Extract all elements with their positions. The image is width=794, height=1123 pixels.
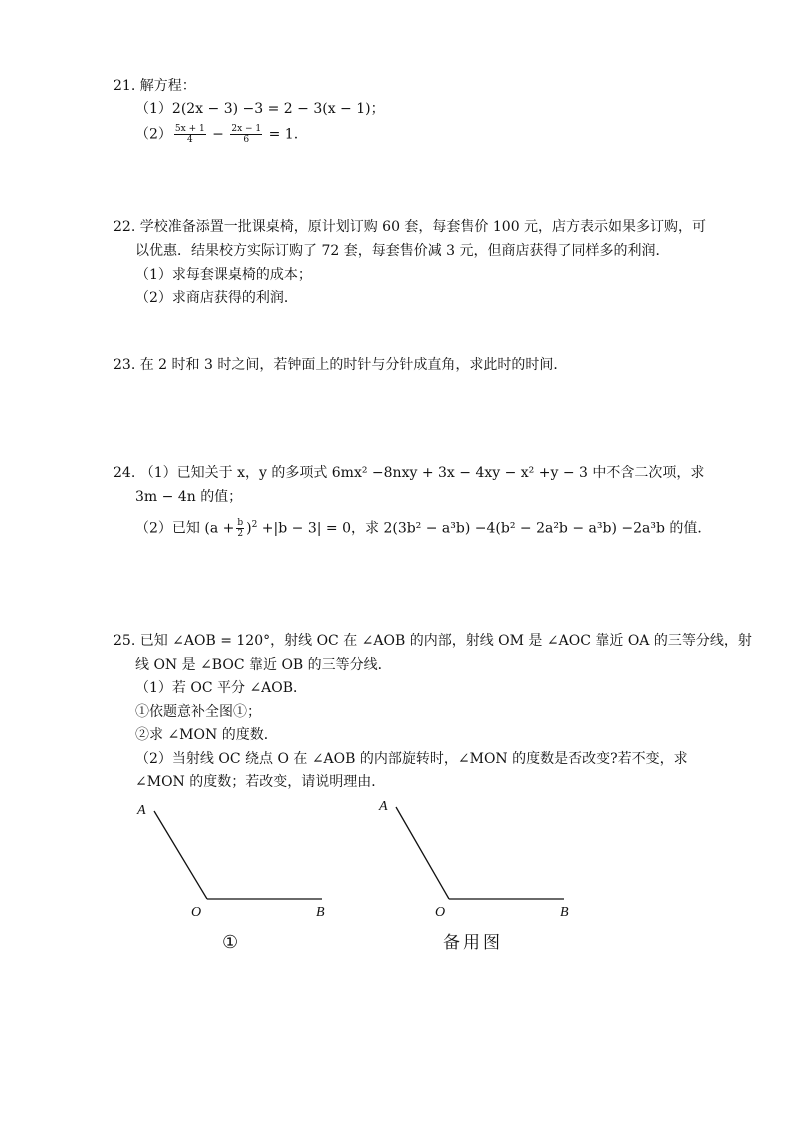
q22-line1: 22. 学校准备添置一批课桌椅，原计划订购 60 套，每套售价 100 元，店方表示如果多订购，可 [113, 219, 707, 235]
q21-fraction-2 [230, 124, 262, 145]
label-a: A [379, 799, 388, 814]
q21-part2 [135, 124, 298, 145]
q25-part2-line1: （2）当射线 OC 绕点 O 在 ∠AOB 的内部旋转时，∠MON 的度数是否改变?若不变，求 [135, 751, 688, 767]
q24-paren-close: ) [246, 520, 252, 537]
figure-2-angle-diagram [372, 791, 592, 923]
q21-f2-numerator: 2x − 1 [231, 124, 262, 134]
label-a: A [137, 803, 146, 818]
figure-2-caption: 备用图 [443, 933, 503, 953]
figure-1-angle-diagram [130, 795, 350, 925]
q25-line1: 25. 已知 ∠AOB = 120°，射线 OC 在 ∠AOB 的内部，射线 OM 是 ∠AOC 靠近 OA 的三等分线，射 [113, 633, 752, 649]
q24-square: 2 [251, 520, 258, 530]
q24-part2-rest: +|b − 3| = 0，求 2(3b² − a³b) −4(b² − 2a²b − a³b) −2a³b 的值． [261, 520, 712, 537]
q25-part1a: ①依题意补全图①； [135, 704, 261, 720]
q24-fraction [236, 518, 244, 539]
q23-line1: 23. 在 2 时和 3 时之间，若钟面上的时针与分针成直角，求此时的时间． [113, 357, 568, 373]
q22-part2: （2）求商店获得的利润． [135, 290, 298, 306]
q25-part2-line2: ∠MON 的度数；若改变，请说明理由． [135, 774, 386, 790]
label-o: O [435, 905, 446, 920]
q21-f1-denominator: 4 [186, 135, 193, 145]
q21-equals-one: = 1. [268, 126, 299, 143]
q24-line1: 24. （1）已知关于 x，y 的多项式 6mx² −8nxy + 3x − 4xy − x² +y − 3 中不含二次项，求 [113, 465, 705, 481]
q24-frac-numerator: b [237, 518, 244, 529]
q22-part1: （1）求每套课桌椅的成本； [135, 267, 312, 283]
q21-f2-denominator: 6 [243, 135, 250, 145]
q25-part1b: ②求 ∠MON 的度数． [135, 727, 278, 743]
ray-oa [396, 807, 449, 899]
q25-part1: （1）若 OC 平分 ∠AOB． [135, 680, 308, 696]
q21-part2-label: （2） [135, 126, 172, 143]
label-o: O [191, 905, 202, 920]
q22-line2: 以优惠．结果校方实际订购了 72 套，每套售价减 3 元，但商店获得了同样多的利润． [135, 243, 670, 259]
q21-fraction-1 [174, 124, 206, 145]
label-b: B [316, 905, 325, 920]
figure-1-caption: ① [222, 932, 239, 953]
ray-oa [154, 811, 207, 899]
q21-minus: − [212, 126, 224, 143]
q21-part1: （1）2(2x − 3) −3 = 2 − 3(x − 1)； [135, 101, 385, 117]
q24-frac-denominator: 2 [237, 529, 244, 540]
q25-line2: 线 ON 是 ∠BOC 靠近 OB 的三等分线． [135, 657, 392, 673]
q24-part2-label: （2）已知 [135, 520, 200, 537]
q21-title: 21. 解方程： [113, 78, 196, 94]
q24-paren-open: (a + [204, 520, 235, 537]
q24-part2 [135, 515, 711, 539]
label-b: B [560, 905, 569, 920]
q24-line2: 3m − 4n 的值； [135, 489, 243, 505]
q21-f1-numerator: 5x + 1 [174, 124, 205, 134]
